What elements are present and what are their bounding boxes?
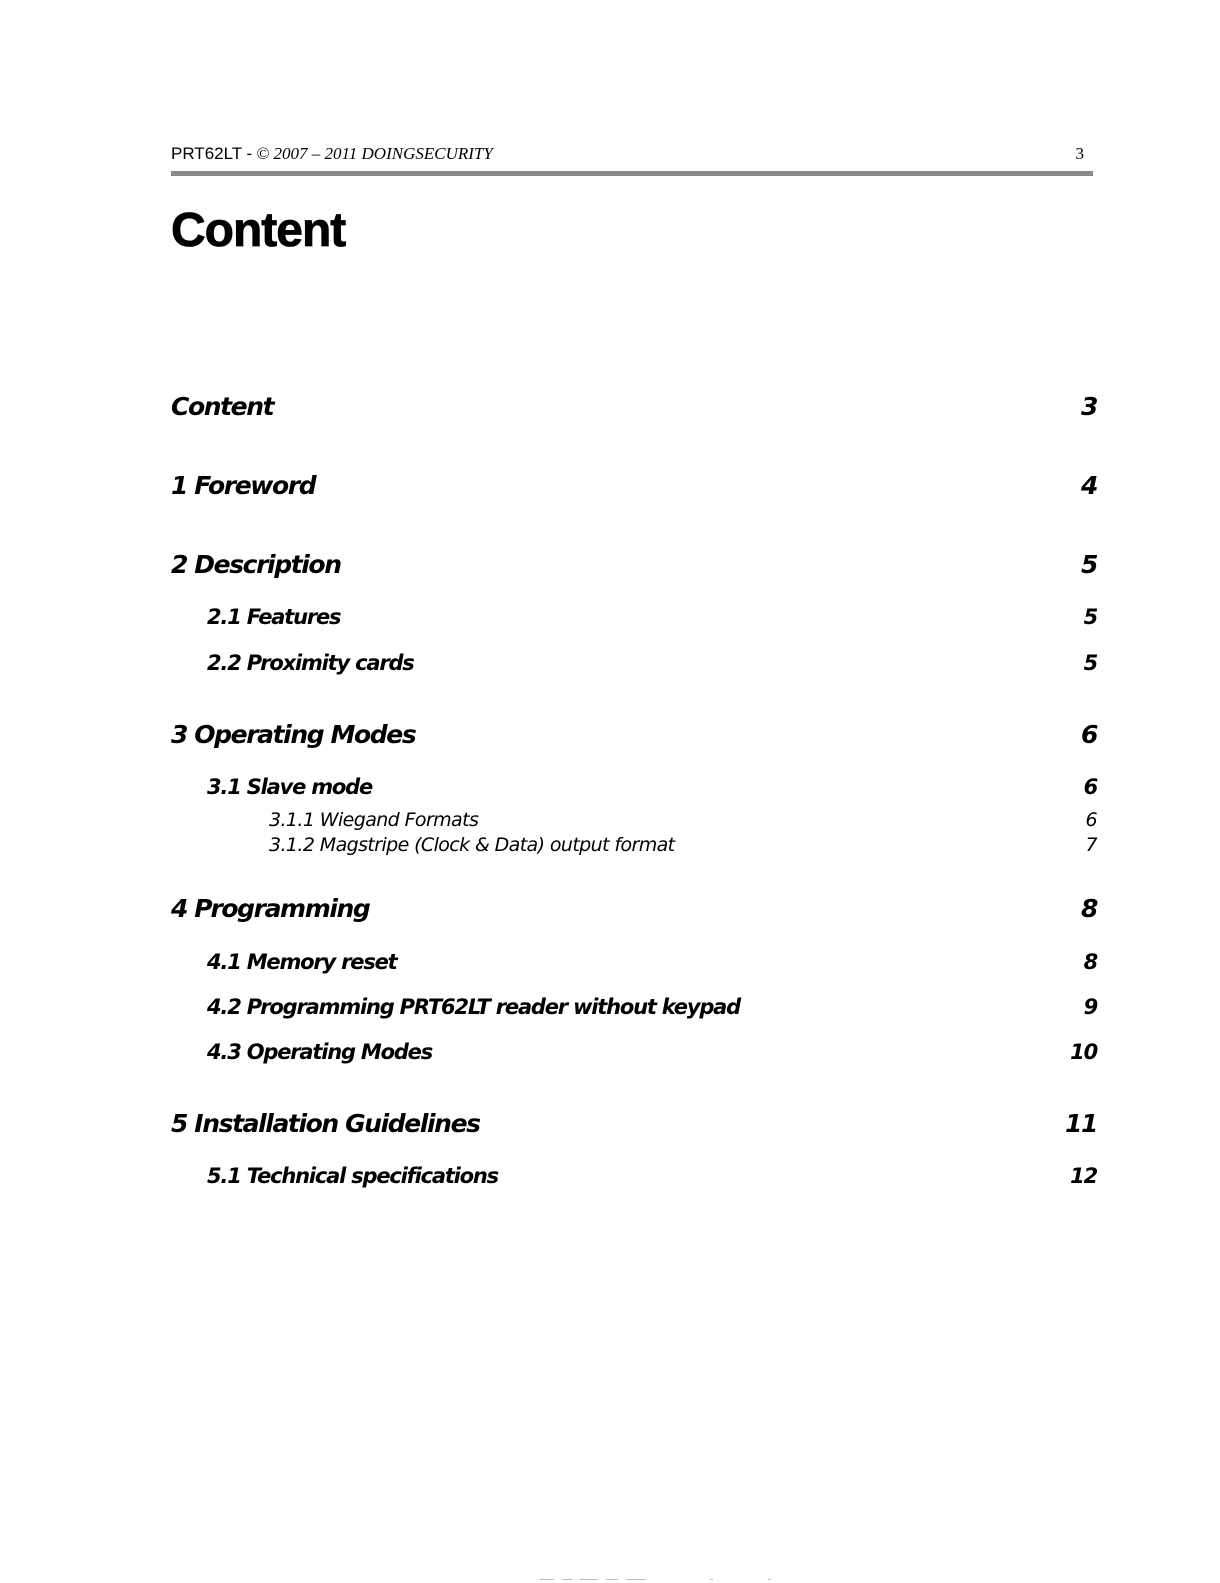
toc-entry-label: 2.1 Features [207, 605, 341, 629]
toc-entry-label: 3.1.2 Magstripe (Clock & Data) output format [269, 834, 675, 856]
toc-entry-technical-specifications[interactable] [171, 1161, 1097, 1195]
header-product: PRT62LT [171, 144, 243, 163]
toc-entry-label: Content [171, 392, 274, 421]
toc-entry-page: 5 [1081, 550, 1097, 579]
toc-entry-operating-modes[interactable] [171, 718, 1097, 752]
header-separator: - [246, 144, 253, 163]
toc-entry-label: 3 Operating Modes [171, 720, 416, 749]
toc-entry-slave-mode[interactable] [171, 772, 1097, 806]
toc-entry-description[interactable] [171, 548, 1097, 582]
toc-entry-page: 11 [1065, 1109, 1097, 1138]
toc-entry-programming-without-keypad[interactable] [171, 992, 1097, 1026]
page-title: Content [171, 204, 346, 257]
toc-entry-content[interactable] [171, 390, 1097, 424]
toc-entry-page: 8 [1081, 894, 1097, 923]
toc-entry-page: 7 [1085, 834, 1097, 856]
toc-entry-page: 3 [1081, 392, 1097, 421]
toc-entry-label: 1 Foreword [171, 471, 316, 500]
toc-entry-page: 5 [1083, 605, 1097, 629]
toc-entry-installation-guidelines[interactable] [171, 1107, 1097, 1141]
toc-entry-page: 8 [1083, 950, 1097, 974]
toc-entry-page: 9 [1083, 995, 1097, 1019]
toc-entry-label: 2 Description [171, 550, 341, 579]
toc-entry-label: 4.1 Memory reset [207, 950, 397, 974]
toc-entry-memory-reset[interactable] [171, 947, 1097, 981]
toc-entry-label: 5.1 Technical specifications [207, 1164, 498, 1188]
toc-entry-proximity-cards[interactable] [171, 648, 1097, 682]
toc-entry-page: 6 [1083, 775, 1097, 799]
toc-entry-label: 4.2 Programming PRT62LT reader without keypad [207, 995, 740, 1019]
toc-entry-operating-modes-sub[interactable] [171, 1037, 1097, 1071]
toc-entry-features[interactable] [171, 602, 1097, 636]
toc-entry-label: 3.1 Slave mode [207, 775, 373, 799]
scan-artifact-marks [540, 1578, 780, 1582]
toc-entry-page: 12 [1070, 1164, 1097, 1188]
toc-entry-page: 4 [1081, 471, 1097, 500]
toc-entry-page: 6 [1085, 809, 1097, 831]
header-page-number: 3 [1075, 144, 1084, 163]
toc-entry-label: 2.2 Proximity cards [207, 651, 414, 675]
toc-entry-page: 6 [1081, 720, 1097, 749]
toc-entry-label: 5 Installation Guidelines [171, 1109, 480, 1138]
header-copyright: © 2007 – 2011 DOINGSECURITY [256, 144, 493, 163]
toc-entry-label: 4.3 Operating Modes [207, 1040, 432, 1064]
toc-entry-page: 5 [1083, 651, 1097, 675]
toc-entry-page: 10 [1070, 1040, 1097, 1064]
toc-entry-label: 3.1.1 Wiegand Formats [269, 809, 479, 831]
toc-entry-foreword[interactable] [171, 469, 1097, 503]
toc-entry-label: 4 Programming [171, 894, 370, 923]
toc-entry-magstripe-format[interactable] [171, 833, 1097, 867]
toc-entry-programming[interactable] [171, 892, 1097, 926]
